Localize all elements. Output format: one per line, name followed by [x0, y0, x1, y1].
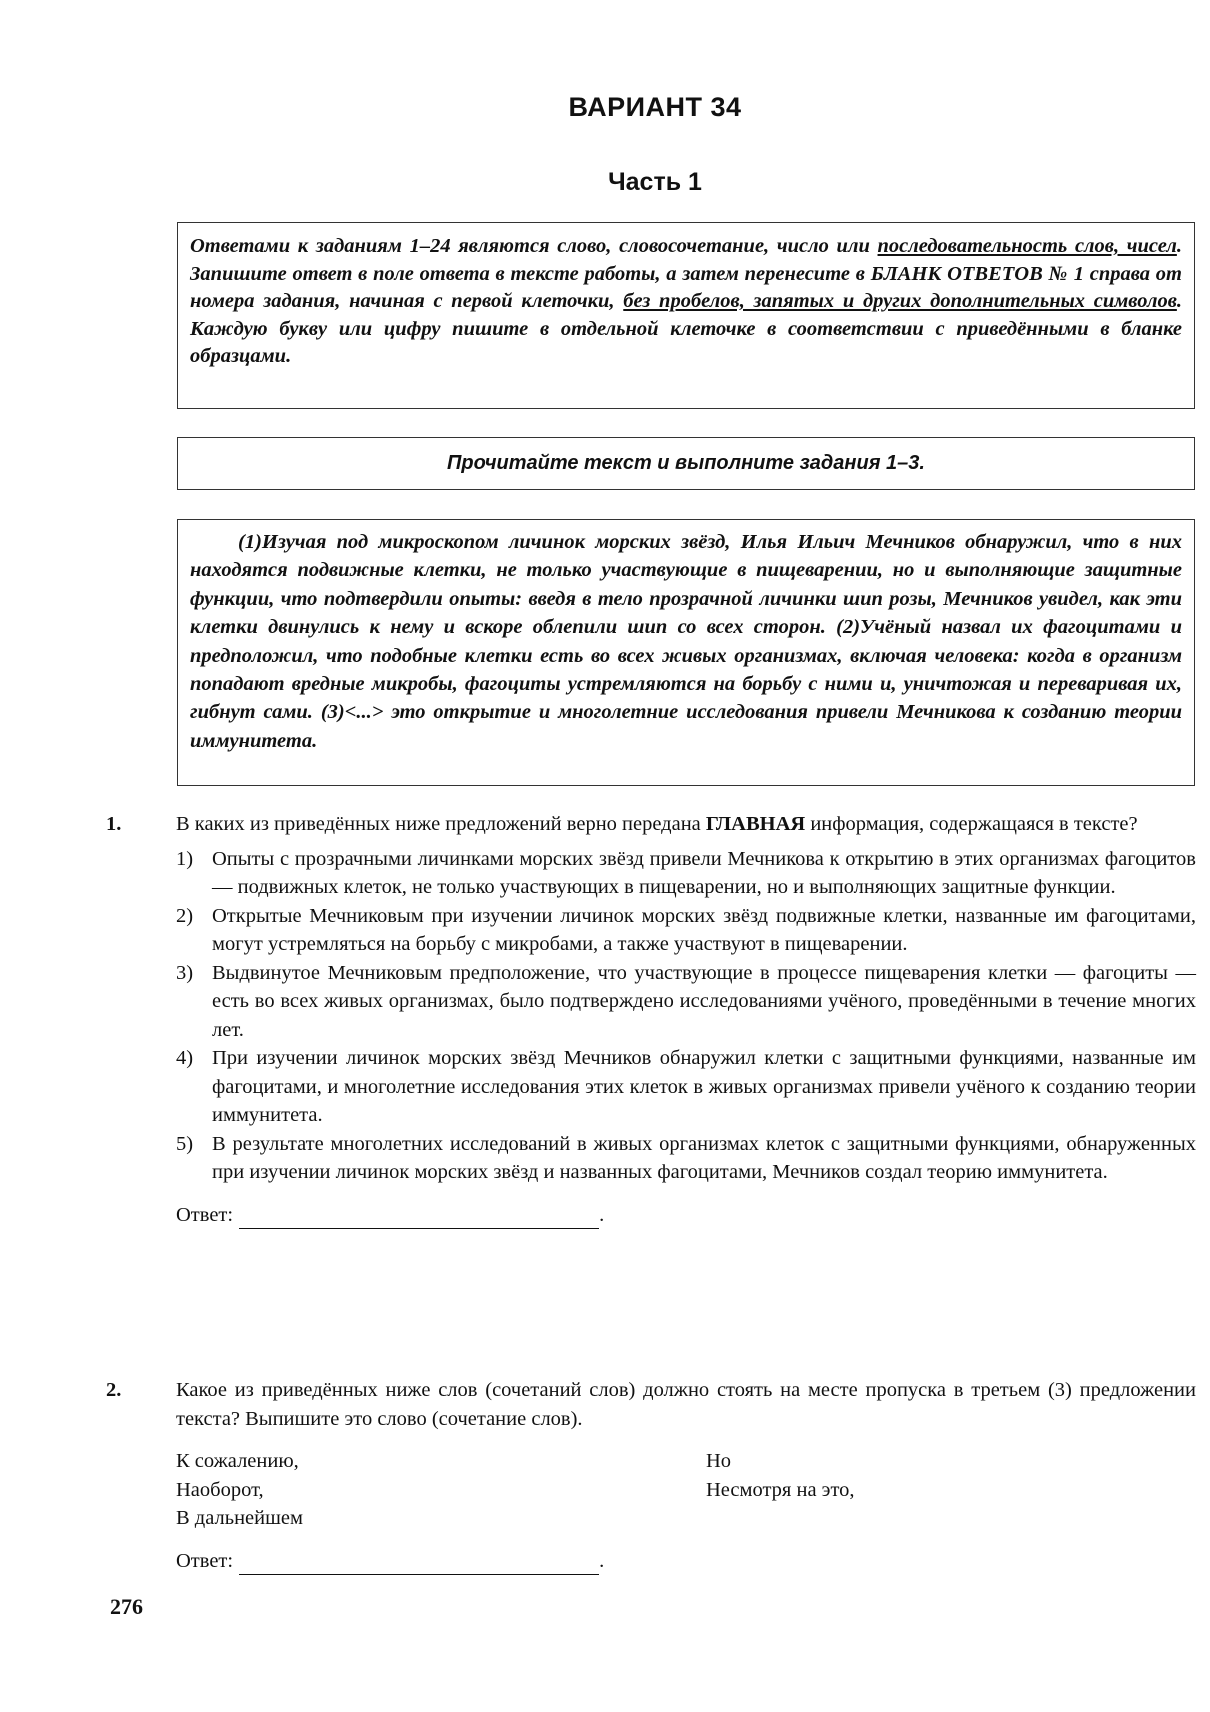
question-2	[106, 1376, 1196, 1575]
option-2	[176, 902, 1196, 959]
answer-label: Ответ:	[176, 1549, 234, 1572]
option-text: Опыты с прозрачными личинками морских звёзд привели Мечникова к открытию в этих организмах фагоцитов — подвижных клеток, не только участвующих в пищеварении, но и выполняющих защитные функции.	[212, 847, 1196, 898]
instructions-underline-2: без пробелов, запятых и других дополнительных символов	[623, 290, 1177, 312]
answer-line[interactable]	[239, 1206, 599, 1229]
question-1-options	[176, 845, 1196, 1187]
option-4	[176, 1044, 1196, 1130]
question-2-number: 2.	[106, 1379, 122, 1401]
option-number: 4)	[176, 1047, 194, 1069]
question-1-answer: Ответ: .	[176, 1201, 1196, 1230]
option-text: В результате многолетних исследований в живых организмах клеток с защитными функциями, обнаруженных при изучении личинок морских звёзд и названных фагоцитами, Мечников создал теорию иммунитета.	[212, 1132, 1196, 1183]
question-1-text-b: информация, содержащаяся в тексте?	[805, 813, 1138, 835]
reading-text-box	[177, 519, 1195, 786]
word-option: Наоборот,	[176, 1478, 264, 1501]
option-number: 2)	[176, 904, 194, 927]
reading-text: (1)Изучая под микроскопом личинок морских звёзд, Илья Ильич Мечников обнаружил, что в них находятся подвижные клетки, не только участвующие в пищеварении, но и выполняющие защитные функции, что подтвердили опыты: введя в тело прозрачной личинки шип розы, Мечников увидел, как эти клетки двинулись к нему и вскоре облепили шип со всех сторон. (2)Учёный назвал их фагоцитами и предположил, что подобные клетки есть во всех живых организмах, включая человека: когда в организм попадают вредные микробы, фагоциты устремляются на борьбу с ними и, уничтожая и переваривая их, гибнут сами. (3)<...> это открытие и многолетние исследования привели Мечникова к созданию теории иммунитета.	[190, 531, 1182, 752]
variant-title: ВАРИАНТ 34	[568, 92, 742, 122]
option-number: 5)	[176, 1132, 194, 1155]
option-3	[176, 959, 1196, 1045]
instructions-text-3: . Каждую букву или цифру пишите в отдельной клеточке в соответствии с приведёнными в бланке образцами.	[190, 290, 1182, 367]
option-text: Открытые Мечниковым при изучении личинок морских звёзд подвижные клетки, названные им фагоцитами, могут устремляться на борьбу с микробами, а также участвуют в пищеварении.	[212, 904, 1196, 955]
read-task-box	[177, 437, 1195, 490]
read-task-text: Прочитайте текст и выполните задания 1–3.	[447, 452, 925, 474]
option-1	[176, 845, 1196, 902]
instructions-underline-1: последовательность слов, чисел	[877, 235, 1177, 257]
word-option: Несмотря на это,	[706, 1478, 855, 1501]
option-number: 3)	[176, 961, 194, 984]
option-text: Выдвинутое Мечниковым предположение, что участвующие в процессе пищеварения клетки — фагоциты — есть во всех живых организмах, было подтверждено исследованиями учёного, проведёнными в течение многих лет.	[212, 961, 1196, 1041]
word-option: К сожалению,	[176, 1450, 299, 1472]
question-1-number: 1.	[106, 813, 122, 835]
word-option	[706, 1504, 1006, 1533]
part-title: Часть 1	[608, 168, 702, 196]
instructions-box	[177, 222, 1195, 409]
option-number: 1)	[176, 847, 194, 870]
answer-label: Ответ:	[176, 1203, 234, 1226]
word-options	[176, 1447, 1196, 1533]
question-1	[106, 810, 1196, 1229]
question-1-text-bold: ГЛАВНАЯ	[705, 813, 806, 835]
instructions-text-2: . Запишите ответ в поле ответа в тексте работы, а затем перенесите в БЛАНК ОТВЕТОВ № 1 справа от номера задания, начиная с первой клеточки,	[190, 235, 1182, 312]
word-option: В дальнейшем	[176, 1507, 303, 1529]
question-2-text: Какое из приведённых ниже слов (сочетаний слов) должно стоять на месте пропуска в третьем (3) предложении текста? Выпишите это слово (сочетание слов).	[176, 1379, 1196, 1430]
option-5	[176, 1130, 1196, 1187]
word-option: Но	[706, 1450, 732, 1472]
instructions-text-1: Ответами к заданиям 1–24 являются слово, словосочетание, число или	[190, 235, 878, 257]
answer-line[interactable]	[239, 1552, 599, 1575]
question-1-text	[176, 810, 1196, 839]
option-text: При изучении личинок морских звёзд Мечников обнаружил клетки с защитными функциями, названные им фагоцитами, и многолетние исследования этих клеток в живых организмах привели учёного к созданию теории иммунитета.	[212, 1047, 1196, 1126]
page-number: 276	[110, 1594, 143, 1619]
question-1-text-a: В каких из приведённых ниже предложений верно передана	[176, 813, 706, 835]
question-2-answer: Ответ: .	[176, 1547, 1196, 1576]
